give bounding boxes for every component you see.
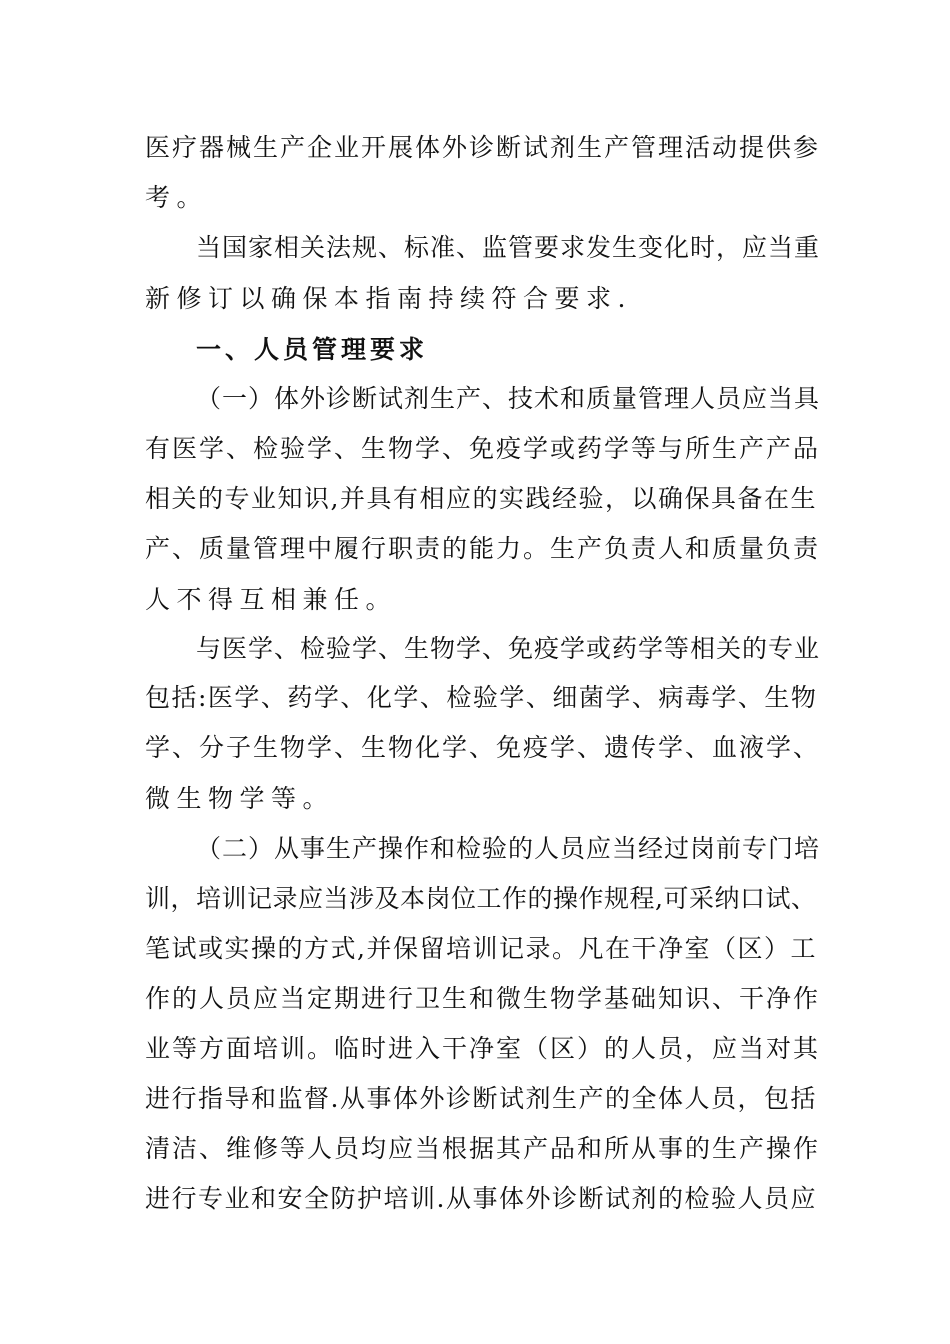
body-text-line: （二）从事生产操作和检验的人员应当经过岗前专门培 [196,834,821,863]
body-text-line: 训，培训记录应当涉及本岗位工作的操作规程,可采纳口试、 [145,884,817,913]
body-text-line: 相关的专业知识,并具有相应的实践经验，以确保具备在生 [145,484,817,513]
body-text-line: 医疗器械生产企业开展体外诊断试剂生产管理活动提供参 [145,133,821,162]
body-text-line: 产、质量管理中履行职责的能力。生产负责人和质量负责 [145,534,821,563]
body-text-line: 作的人员应当定期进行卫生和微生物学基础知识、干净作 [145,984,821,1013]
body-text-line: 清洁、维修等人员均应当根据其产品和所从事的生产操作 [145,1134,821,1163]
body-text-line: 当国家相关法规、标准、监管要求发生变化时，应当重 [196,233,821,262]
body-text-line: 学、分子生物学、生物化学、免疫学、遗传学、血液学、 [145,733,821,762]
body-text-line: 人不得互相兼任。 [145,585,398,614]
body-text-line: 业等方面培训。临时进入干净室（区）的人员，应当对其 [145,1034,821,1063]
body-text-line: 考。 [145,183,209,212]
body-text-line: 进行专业和安全防护培训.从事体外诊断试剂的检验人员应 [145,1184,817,1213]
body-text-line: 包括:医学、药学、化学、检验学、细菌学、病毒学、生物 [145,683,818,712]
body-text-line: 与医学、检验学、生物学、免疫学或药学等相关的专业 [196,634,821,663]
section-heading: 一、人员管理要求 [196,335,429,364]
body-text-line: 微生物学等。 [145,784,335,813]
body-text-line: 有医学、检验学、生物学、免疫学或药学等与所生产产品 [145,434,821,463]
body-text-line: （一）体外诊断试剂生产、技术和质量管理人员应当具 [196,384,821,413]
body-text-line: 新修订以确保本指南持续符合要求. [145,284,632,313]
body-text-line: 进行指导和监督.从事体外诊断试剂生产的全体人员，包括 [145,1084,817,1113]
body-text-line: 笔试或实操的方式,并保留培训记录。凡在干净室（区）工 [145,934,817,963]
